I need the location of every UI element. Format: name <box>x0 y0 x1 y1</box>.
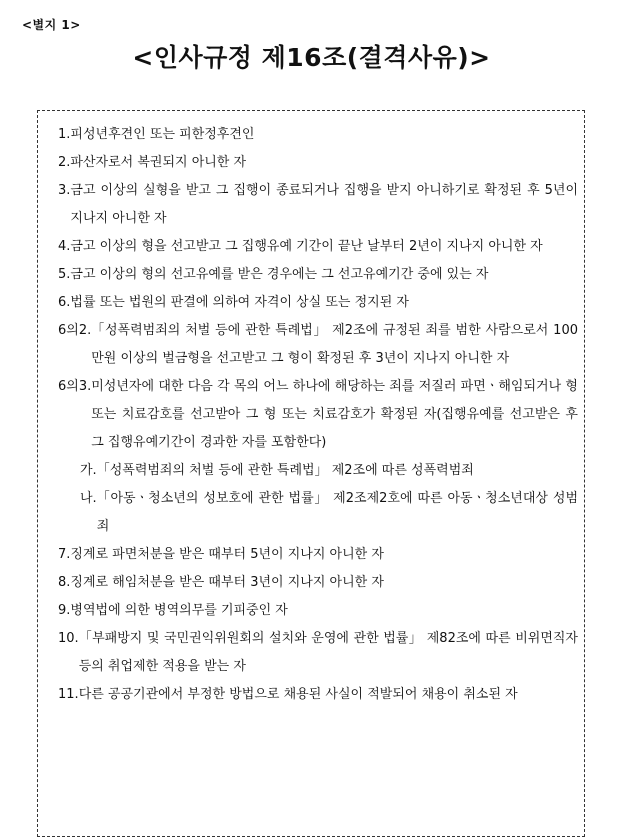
list-item <box>58 177 578 233</box>
item-number: 11. <box>58 687 79 702</box>
item-number: 7. <box>58 547 71 562</box>
list-item <box>58 625 578 681</box>
list-item <box>58 541 578 569</box>
item-number: 6의3. <box>58 379 92 394</box>
sub-list-item <box>58 485 578 541</box>
item-text: 금고 이상의 형을 선고받고 그 집행유예 기간이 끝난 날부터 2년이 지나지 아니한 자 <box>70 239 543 254</box>
list-item <box>58 121 578 149</box>
item-number: 6. <box>58 295 71 310</box>
item-number: 8. <box>58 575 71 590</box>
item-number: 2. <box>58 155 71 170</box>
item-text: 징계로 해임처분을 받은 때부터 3년이 지나지 아니한 자 <box>70 575 384 590</box>
list-item <box>58 289 578 317</box>
item-text: 파산자로서 복권되지 아니한 자 <box>70 155 247 170</box>
page-title: <인사규정 제16조(결격사유)> <box>132 43 491 72</box>
item-number: 3. <box>58 183 71 198</box>
sub-item-marker: 나. <box>80 491 97 506</box>
item-text: 병역법에 의한 병역의무를 기피중인 자 <box>70 603 288 618</box>
item-text: 피성년후견인 또는 피한정후견인 <box>70 127 255 142</box>
sub-item-text: 「아동ㆍ청소년의 성보호에 관한 법률」 제2조제2호에 따른 아동ㆍ청소년대상 성범죄 <box>96 491 578 534</box>
list-item <box>58 569 578 597</box>
list-item <box>58 681 578 709</box>
list-item <box>58 261 578 289</box>
item-number: 9. <box>58 603 71 618</box>
item-text: 「성폭력범죄의 처벌 등에 관한 특례법」 제2조에 규정된 죄를 범한 사람으로서 100만원 이상의 벌금형을 선고받고 그 형이 확정된 후 3년이 지나지 아니한 자 <box>91 323 578 366</box>
item-text: 징계로 파면처분을 받은 때부터 5년이 지나지 아니한 자 <box>70 547 384 562</box>
item-text: 미성년자에 대한 다음 각 목의 어느 하나에 해당하는 죄를 저질러 파면ㆍ해임되거나 형 또는 치료감호를 선고받아 그 형 또는 치료감호가 확정된 자(집행유예를 선고받은 후 그 집행유예기간이 경과한 자를 포함한다) <box>91 379 578 450</box>
item-number: 4. <box>58 239 71 254</box>
item-text: 법률 또는 법원의 판결에 의하여 자격이 상실 또는 정지된 자 <box>70 295 409 310</box>
item-text: 금고 이상의 실형을 받고 그 집행이 종료되거나 집행을 받지 아니하기로 확정된 후 5년이 지나지 아니한 자 <box>70 183 578 226</box>
item-text: 「부패방지 및 국민권익위원회의 설치와 운영에 관한 법률」 제82조에 따른 비위면직자 등의 취업제한 적용을 받는 자 <box>78 631 578 674</box>
sub-item-text: 「성폭력범죄의 처벌 등에 관한 특례법」 제2조에 따른 성폭력범죄 <box>96 463 474 478</box>
list-item <box>58 317 578 373</box>
item-number: 10. <box>58 631 79 646</box>
sub-list-item <box>58 457 578 485</box>
item-text: 금고 이상의 형의 선고유예를 받은 경우에는 그 선고유예기간 중에 있는 자 <box>70 267 489 282</box>
item-number: 5. <box>58 267 71 282</box>
disqualification-list <box>58 121 578 709</box>
item-text: 다른 공공기관에서 부정한 방법으로 채용된 사실이 적발되어 채용이 취소된 자 <box>78 687 518 702</box>
list-item <box>58 233 578 261</box>
list-item <box>58 597 578 625</box>
list-item <box>58 373 578 457</box>
list-item <box>58 149 578 177</box>
item-number: 1. <box>58 127 71 142</box>
sub-item-marker: 가. <box>80 463 97 478</box>
annex-label: <별지 1> <box>22 18 81 32</box>
item-number: 6의2. <box>58 323 92 338</box>
